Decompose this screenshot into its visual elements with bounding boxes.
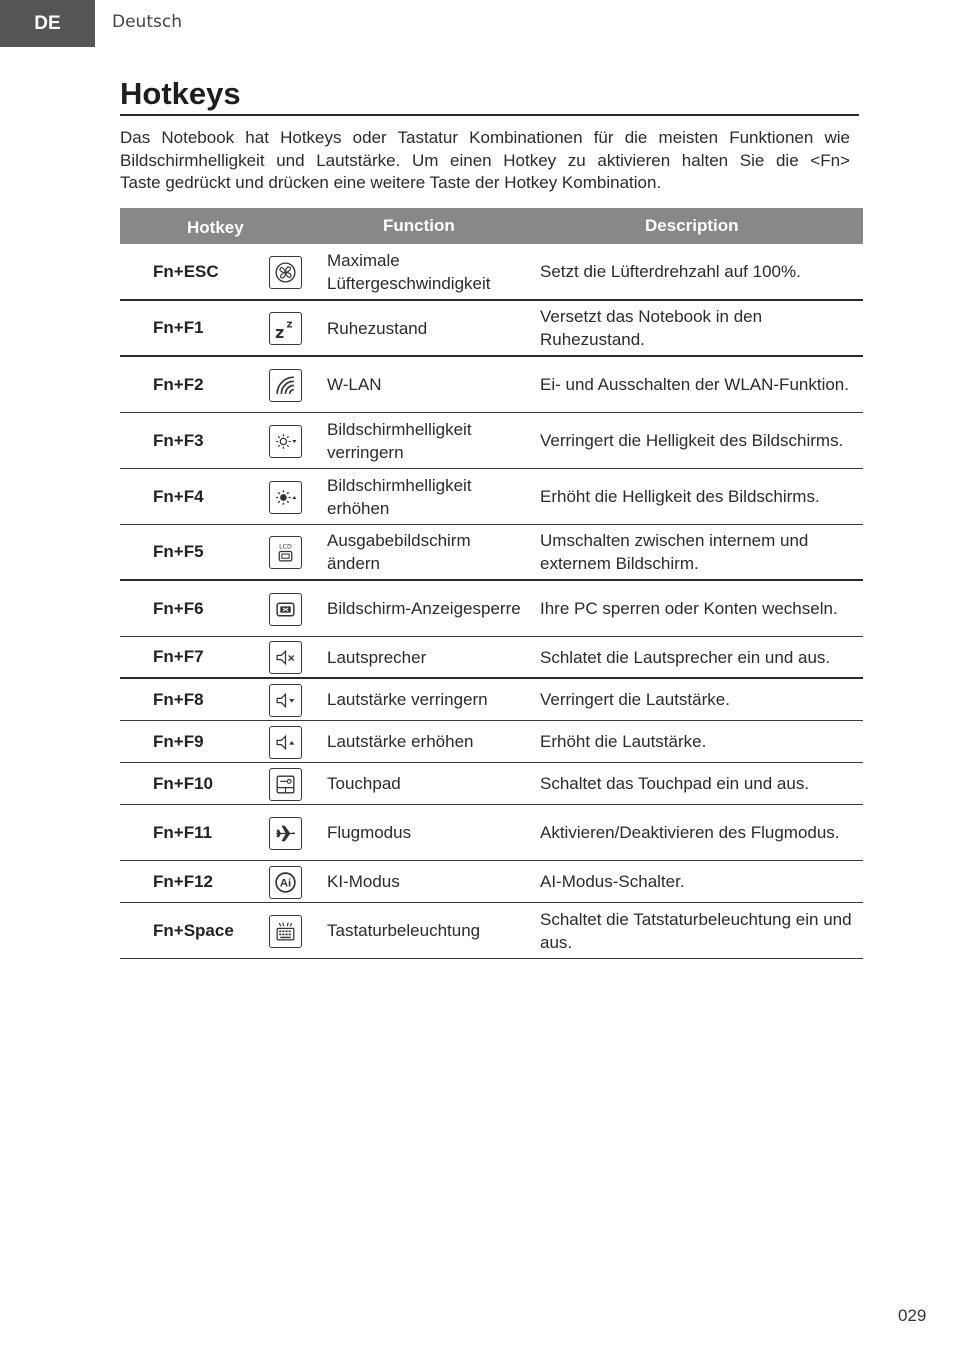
intro-line: Das Notebook hat Hotkeys oder Tastatur Kombinationen für die meisten Funktionen wie: [120, 128, 850, 147]
header-function: Function: [383, 216, 455, 235]
function-description: AI-Modus-Schalter.: [540, 872, 685, 891]
function-name: W-LAN: [327, 375, 382, 394]
function-name: Bildschirm-Anzeigesperre: [327, 599, 521, 618]
function-name: Bildschirmhelligkeit erhöhen: [327, 475, 472, 518]
function-description: Schaltet die Tatstaturbeleuchtung ein und aus.: [540, 909, 852, 952]
function-name: Flugmodus: [327, 823, 412, 842]
hotkey-label: Fn+F8: [153, 689, 204, 709]
hotkey-label: Fn+F5: [153, 542, 204, 561]
table-row: [120, 301, 863, 357]
svg-text:z: z: [275, 323, 285, 341]
hotkey-label: Fn+F10: [153, 773, 213, 793]
hotkey-table: [120, 208, 863, 959]
volume-up-icon: [269, 726, 302, 759]
function-description: Verringert die Helligkeit des Bildschirms.: [540, 431, 844, 450]
page-title: Hotkeys: [120, 76, 241, 111]
table-row: [120, 721, 863, 763]
function-description: Schlatet die Lautsprecher ein und aus.: [540, 647, 831, 667]
hotkey-label: Fn+F6: [153, 598, 204, 618]
table-row: [120, 244, 863, 301]
table-row: [120, 525, 863, 581]
ai-mode-icon: [269, 866, 302, 899]
function-name: KI-Modus: [327, 872, 400, 891]
sleep-icon: [269, 312, 302, 345]
function-description: Verringert die Lautstärke.: [540, 690, 730, 709]
language-tab: [0, 0, 95, 47]
function-description: Versetzt das Notebook in den Ruhezustand.: [540, 307, 763, 349]
hotkey-label: Fn+F7: [153, 647, 204, 666]
function-description: Erhöht die Helligkeit des Bildschirms.: [540, 487, 820, 506]
screen-lock-icon: [269, 593, 302, 626]
function-name: Bildschirmhelligkeit verringern: [327, 419, 472, 462]
function-description: Ihre PC sperren oder Konten wechseln.: [540, 599, 838, 618]
hotkey-label: Fn+F3: [153, 430, 204, 450]
function-name: Lautstärke verringern: [327, 690, 488, 709]
hotkey-label: Fn+F4: [153, 486, 204, 506]
intro-paragraph: [120, 127, 850, 195]
table-row: [120, 357, 863, 413]
function-description: Aktivieren/Deaktivieren des Flugmodus.: [540, 823, 840, 842]
intro-line: Taste gedrückt und drücken eine weitere Taste der Hotkey Kombination.: [120, 173, 662, 192]
hotkey-label: Fn+F9: [153, 731, 204, 751]
volume-down-icon: [269, 684, 302, 717]
header-description: Description: [645, 216, 739, 235]
hotkey-label: Fn+F12: [153, 871, 213, 891]
fan-icon: [269, 256, 302, 289]
table-row: [120, 413, 863, 469]
wifi-icon: [269, 369, 302, 402]
display-switch-icon: [269, 536, 302, 569]
function-name: Maximale Lüftergeschwindigkeit: [327, 250, 491, 293]
table-row: [120, 469, 863, 525]
function-description: Schaltet das Touchpad ein und aus.: [540, 774, 810, 793]
hotkey-label: Fn+F2: [153, 374, 204, 394]
function-name: Lautsprecher: [327, 647, 427, 667]
language-code: DE: [34, 12, 61, 34]
table-row: [120, 763, 863, 805]
table-row: [120, 805, 863, 861]
airplane-icon: [269, 817, 302, 850]
function-description: Erhöht die Lautstärke.: [540, 732, 707, 751]
ai-text: Ai: [279, 877, 292, 890]
speaker-mute-icon: [269, 641, 302, 674]
header-hotkey: Hotkey: [187, 218, 244, 237]
hotkey-label: Fn+Space: [153, 920, 234, 940]
table-row: [120, 903, 863, 959]
keyboard-backlight-icon: [269, 915, 302, 948]
function-description: Umschalten zwischen internem und externem Bildschirm.: [540, 531, 809, 573]
lcd-text: LCD: [279, 543, 292, 551]
function-name: Ruhezustand: [327, 318, 428, 338]
brightness-up-icon: [269, 481, 302, 514]
page-number: 029: [898, 1306, 927, 1325]
table-body: [120, 244, 863, 959]
svg-text:z: z: [286, 318, 293, 331]
table-header: [120, 208, 863, 244]
function-name: Lautstärke erhöhen: [327, 732, 474, 751]
hotkey-label: Fn+F11: [153, 822, 213, 842]
function-description: Ei- und Ausschalten der WLAN-Funktion.: [540, 375, 849, 394]
touchpad-icon: [269, 768, 302, 801]
language-name: Deutsch: [112, 12, 182, 32]
function-description: Setzt die Lüfterdrehzahl auf 100%.: [540, 262, 801, 281]
hotkey-label: Fn+F1: [153, 318, 204, 337]
table-row: [120, 861, 863, 903]
title-divider: [120, 114, 859, 116]
function-name: Ausgabebildschirm ändern: [327, 531, 471, 573]
function-name: Touchpad: [327, 774, 401, 793]
table-row: [120, 637, 863, 679]
brightness-down-icon: [269, 425, 302, 458]
function-name: Tastaturbeleuchtung: [327, 921, 481, 940]
table-row: [120, 679, 863, 721]
table-row: [120, 581, 863, 637]
intro-line: Bildschirmhelligkeit und Lautstärke. Um einen Hotkey zu aktivieren halten Sie die <Fn>: [120, 150, 850, 170]
hotkey-label: Fn+ESC: [153, 261, 219, 281]
